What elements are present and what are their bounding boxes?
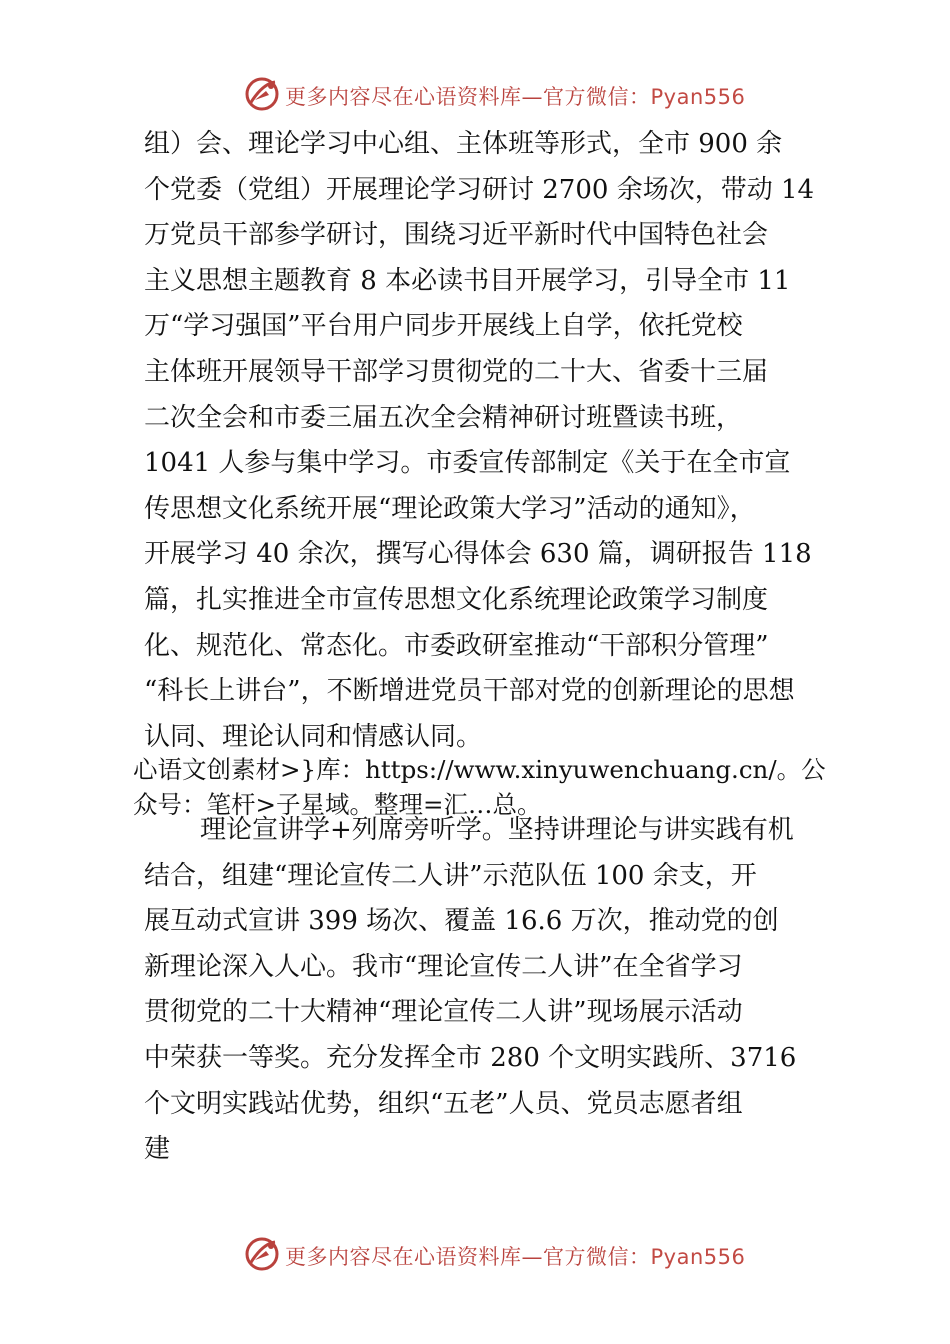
text-line: “科长上讲台”，不断增进党员干部对党的创新理论的思想 xyxy=(144,676,795,707)
text-line: 开展学习 40 余次，撰写心得体会 630 篇，调研报告 118 xyxy=(144,539,812,570)
paragraph-1 xyxy=(144,122,824,760)
wechat-id: Pyan556 xyxy=(650,85,746,109)
text-line: 传思想文化系统开展“理论政策大学习”活动的通知》， xyxy=(144,493,756,524)
text-line: 理论宣讲学+列席旁听学。坚持讲理论与讲实践有机 xyxy=(200,815,794,845)
text-line: 主体班开展领导干部学习贯彻党的二十大、省委十三届 xyxy=(144,356,769,387)
text-line: 展互动式宣讲 399 场次、覆盖 16.6 万次，推动党的创 xyxy=(144,906,779,937)
text-line: 个文明实践站优势，组织“五老”人员、党员志愿者组 xyxy=(144,1088,743,1119)
text-line: 建 xyxy=(144,1134,171,1165)
text-line: 新理论深入人心。我市“理论宣传二人讲”在全省学习 xyxy=(144,951,743,982)
banner-text: 更多内容尽在心语资料库—官方微信： xyxy=(285,1245,651,1269)
text-line: 二次全会和市委三届五次全会精神研讨班暨读书班， xyxy=(144,402,743,433)
source-line: 众号：笔杆>子星域。整理=汇…总。 xyxy=(133,790,542,819)
text-line: 结合，组建“理论宣传二人讲”示范队伍 100 余支，开 xyxy=(144,860,757,891)
text-line: 组）会、理论学习中心组、主体班等形式，全市 900 余 xyxy=(144,129,783,159)
banner-text: 更多内容尽在心语资料库—官方微信： xyxy=(285,85,651,109)
text-line: 化、规范化、常态化。市委政研室推动“干部积分管理” xyxy=(144,630,769,661)
text-line: 万党员干部参学研讨，围绕习近平新时代中国特色社会 xyxy=(144,220,769,251)
footer-banner xyxy=(0,1232,950,1278)
source-line: 心语文创素材>}库：https://www.xinyuwenchuang.cn/。公 xyxy=(133,755,826,784)
paragraph-2 xyxy=(144,808,824,1173)
text-line: 个党委（党组）开展理论学习研讨 2700 余场次，带动 14 xyxy=(144,174,815,205)
text-line: 认同、理论认同和情感认同。 xyxy=(144,721,483,752)
text-line: 1041 人参与集中学习。市委宣传部制定《关于在全市宣 xyxy=(144,448,791,479)
logo-icon xyxy=(242,74,282,114)
text-line: 篇，扎实推进全市宣传思想文化系统理论政策学习制度 xyxy=(144,584,769,615)
logo-icon xyxy=(242,1234,282,1274)
text-line: 中荣获一等奖。充分发挥全市 280 个文明实践所、3716 xyxy=(144,1042,797,1073)
wechat-id: Pyan556 xyxy=(650,1245,746,1269)
text-line: 万“学习强国”平台用户同步开展线上自学，依托党校 xyxy=(144,311,743,342)
text-line: 主义思想主题教育 8 本必读书目开展学习，引导全市 11 xyxy=(144,265,791,296)
text-line: 贯彻党的二十大精神“理论宣传二人讲”现场展示活动 xyxy=(144,997,743,1028)
header-banner xyxy=(0,72,950,118)
